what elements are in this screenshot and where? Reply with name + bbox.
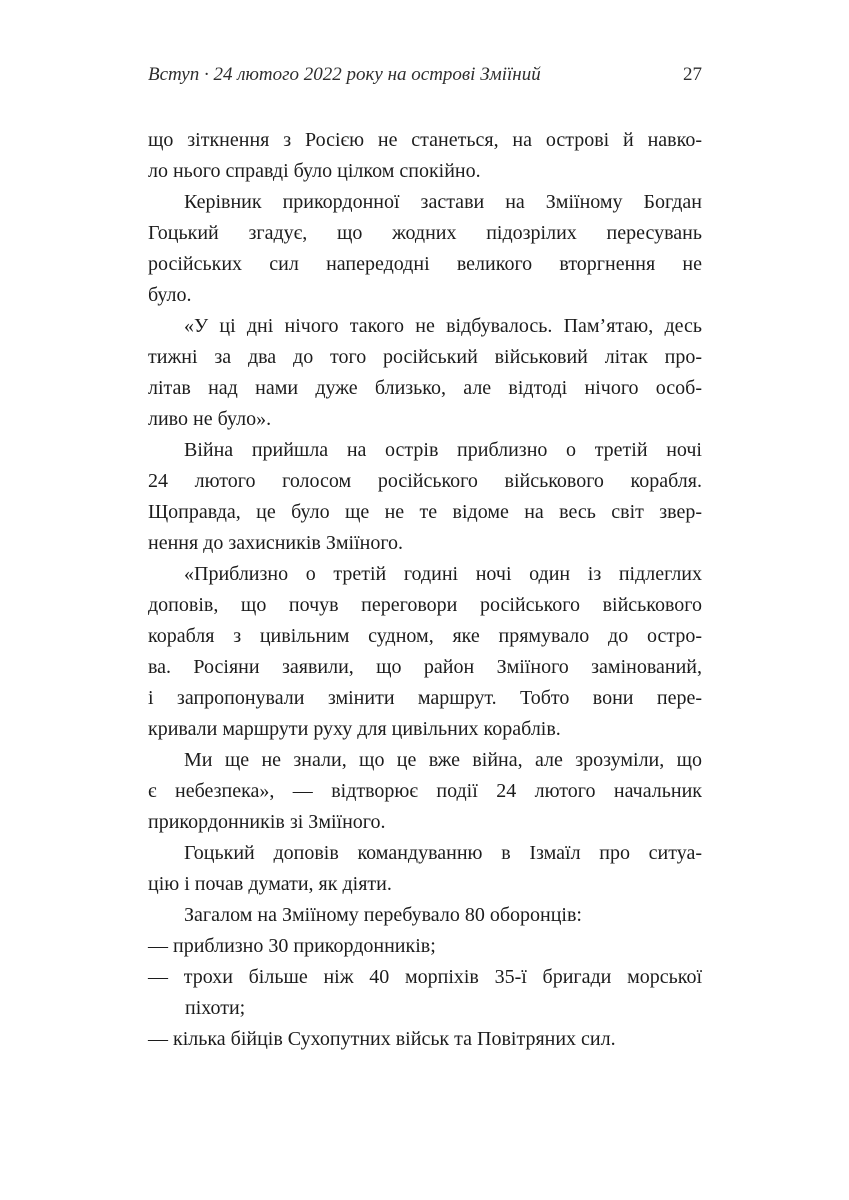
text-line: «У ці дні нічого такого не відбувалось. Пам’ятаю, десь: [184, 315, 702, 337]
text-line: цію і почав думати, як діяти.: [148, 873, 392, 895]
list-item: [148, 931, 702, 962]
text-line: ливо не було».: [148, 408, 272, 430]
text-line: Війна прийшла на острів приблизно о третій ночі: [184, 439, 702, 461]
list-item: [148, 1024, 702, 1055]
list-item: [148, 962, 702, 1024]
text-line: корабля з цивільним судном, яке прямувало до остро-: [148, 625, 702, 647]
page-body: [148, 125, 702, 1055]
paragraph: [148, 125, 702, 187]
text-line: російських сил напередодні великого вторгнення не: [148, 253, 702, 275]
text-line: літав над нами дуже близько, але відтоді нічого особ-: [148, 377, 702, 399]
text-line: тижні за два до того російський військовий літак про-: [148, 346, 702, 368]
paragraph: [148, 435, 702, 559]
text-line: піхоти;: [185, 997, 246, 1019]
text-line: ло нього справді було цілком спокійно.: [148, 160, 481, 182]
paragraph: [148, 745, 702, 838]
text-line: прикордонників зі Зміїного.: [148, 811, 386, 833]
running-header: [148, 64, 702, 86]
text-line: кривали маршрути руху для цивільних кораблів.: [148, 718, 561, 740]
text-line: Загалом на Зміїному перебувало 80 оборонців:: [184, 904, 582, 926]
text-line: є небезпека», — відтворює події 24 лютого начальник: [148, 780, 702, 802]
text-line: Щоправда, це було ще не те відоме на весь світ звер-: [148, 501, 702, 523]
text-line: було.: [148, 284, 192, 306]
text-line: — трохи більше ніж 40 морпіхів 35-ї бригади морської: [148, 966, 702, 988]
text-line: доповів, що почув переговори російського військового: [148, 594, 702, 616]
text-line: — приблизно 30 прикордонників;: [148, 935, 436, 957]
chapter-header: Вступ · 24 лютого 2022 року на острові Зміїний: [148, 64, 541, 85]
paragraph: [148, 187, 702, 311]
text-line: — кілька бійців Сухопутних військ та Повітряних сил.: [148, 1028, 616, 1050]
text-line: Гоцький згадує, що жодних підозрілих пересувань: [148, 222, 702, 244]
text-line: ва. Росіяни заявили, що район Зміїного замінований,: [148, 656, 702, 678]
text-line: Гоцький доповів командуванню в Ізмаїл про ситуа-: [184, 842, 702, 864]
text-line: Керівник прикордонної застави на Зміїному Богдан: [184, 191, 702, 213]
text-line: 24 лютого голосом російського військового корабля.: [148, 470, 702, 492]
paragraph: [148, 900, 702, 931]
paragraph: [148, 838, 702, 900]
text-line: «Приблизно о третій годині ночі один із підлеглих: [184, 563, 702, 585]
text-line: і запропонували змінити маршрут. Тобто вони пере-: [148, 687, 702, 709]
paragraph: [148, 559, 702, 745]
text-line: нення до захисників Зміїного.: [148, 532, 404, 554]
paragraph: [148, 311, 702, 435]
page-number: 27: [683, 64, 702, 85]
text-line: що зіткнення з Росією не станеться, на острові й навко-: [148, 129, 702, 151]
text-line: Ми ще не знали, що це вже війна, але зрозуміли, що: [184, 749, 702, 771]
